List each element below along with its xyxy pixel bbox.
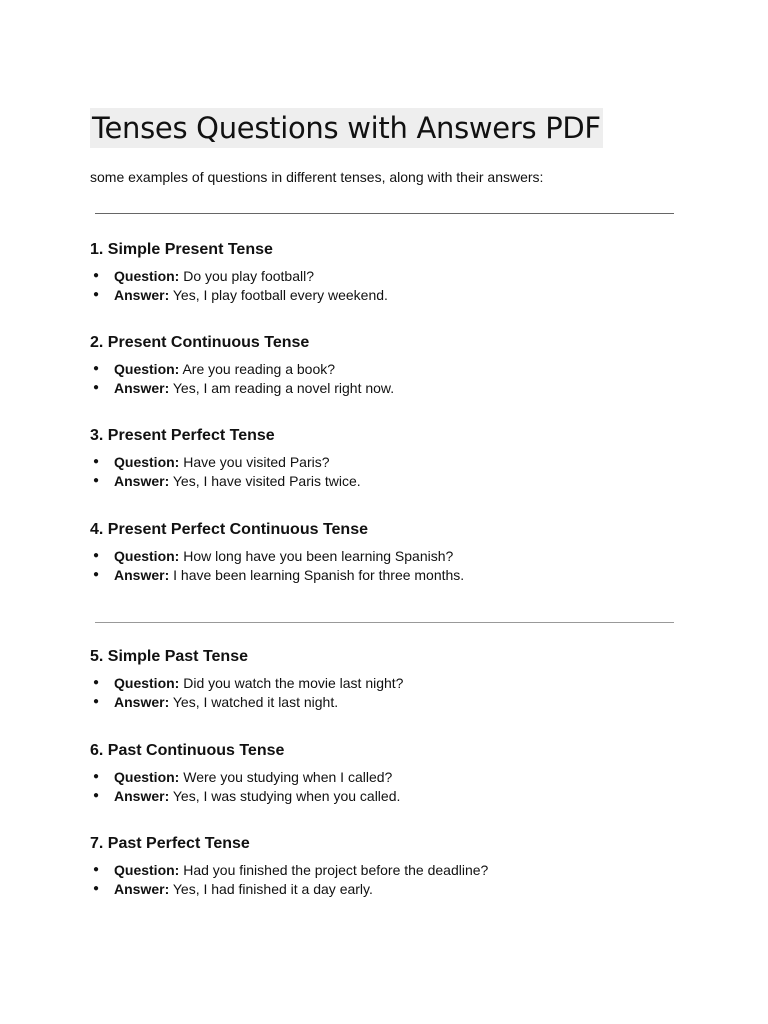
answer-label: Answer: [114,694,170,710]
bullet-icon: ● [92,475,100,486]
section-heading: 1. Simple Present Tense [90,241,273,258]
answer-text: Yes, I had finished it a day early. [172,881,373,897]
bullet-icon: ● [92,550,100,561]
question-label: Question: [114,454,180,470]
page-title: Tenses Questions with Answers PDF [92,111,601,145]
section-past-perfect [90,834,690,897]
section-heading: 3. Present Perfect Tense [90,427,275,444]
answer-text: Yes, I was studying when you called. [172,788,401,804]
answer-item [92,787,401,805]
answer-label: Answer: [114,380,170,396]
question-label: Question: [114,361,180,377]
answer-item [92,693,339,711]
question-item [92,674,404,692]
question-item [92,861,489,879]
answer-text: Yes, I watched it last night. [172,694,339,710]
section-heading: 4. Present Perfect Continuous Tense [90,521,368,538]
answer-item [92,880,373,898]
section-past-continuous [90,741,690,804]
question-label: Question: [114,862,180,878]
bullet-icon: ● [92,270,100,281]
answer-label: Answer: [114,881,170,897]
bullet-icon: ● [92,382,100,393]
section-heading: 6. Past Continuous Tense [90,742,285,759]
question-label: Question: [114,548,180,564]
section-heading: 5. Simple Past Tense [90,648,248,665]
title-highlight [90,108,603,148]
question-item [92,267,314,285]
section-simple-present [90,240,690,303]
answer-label: Answer: [114,788,170,804]
answer-text: Yes, I am reading a novel right now. [172,380,395,396]
bullet-icon: ● [92,363,100,374]
question-text: Were you studying when I called? [183,769,393,785]
section-present-perfect [90,426,690,489]
question-item [92,547,454,565]
question-text: Did you watch the movie last night? [183,675,404,691]
bullet-icon: ● [92,456,100,467]
bullet-icon: ● [92,790,100,801]
question-item [92,453,330,471]
section-heading: 7. Past Perfect Tense [90,835,250,852]
question-item [92,768,393,786]
horizontal-rule [95,213,674,214]
answer-item [92,379,395,397]
question-text: Have you visited Paris? [183,454,330,470]
section-simple-past [90,647,690,710]
bullet-icon: ● [92,771,100,782]
question-text: Had you finished the project before the deadline? [183,862,489,878]
bullet-icon: ● [92,696,100,707]
bullet-icon: ● [92,289,100,300]
answer-item [92,286,388,304]
section-present-continuous [90,333,690,396]
answer-text: Yes, I play football every weekend. [172,287,388,303]
bullet-icon: ● [92,883,100,894]
question-label: Question: [114,675,180,691]
section-present-perfect-continuous [90,520,690,583]
answer-item [92,566,465,584]
question-label: Question: [114,769,180,785]
answer-item [92,472,361,490]
question-label: Question: [114,268,180,284]
answer-text: I have been learning Spanish for three months. [173,567,465,583]
section-heading: 2. Present Continuous Tense [90,334,310,351]
answer-label: Answer: [114,473,170,489]
horizontal-rule [95,622,674,623]
question-text: Are you reading a book? [182,361,336,377]
intro-text: some examples of questions in different tenses, along with their answers: [90,169,544,185]
question-text: Do you play football? [183,268,314,284]
bullet-icon: ● [92,569,100,580]
question-item [92,360,336,378]
answer-text: Yes, I have visited Paris twice. [172,473,361,489]
bullet-icon: ● [92,677,100,688]
bullet-icon: ● [92,864,100,875]
answer-label: Answer: [114,287,170,303]
answer-label: Answer: [114,567,170,583]
question-text: How long have you been learning Spanish? [183,548,454,564]
